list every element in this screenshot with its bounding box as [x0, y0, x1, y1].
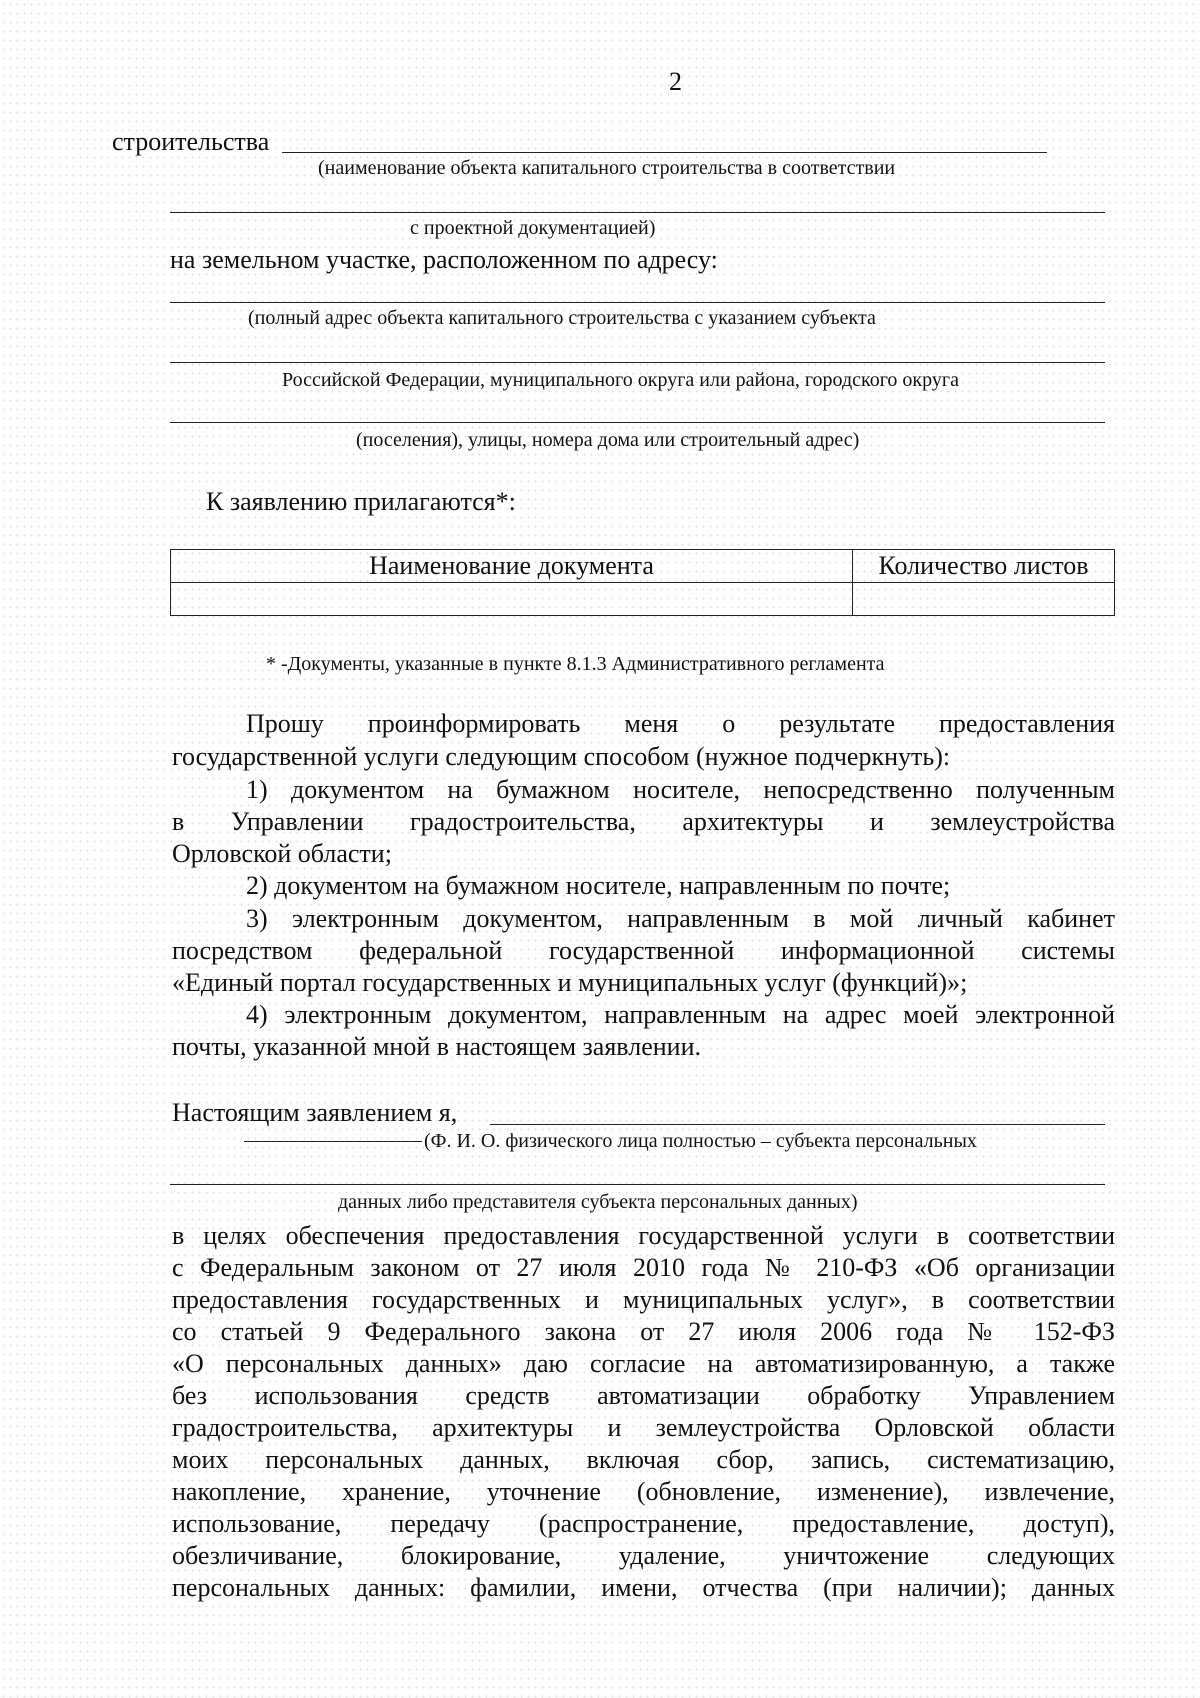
table-header-row: [171, 550, 1115, 583]
address-underline-3: [170, 422, 1105, 423]
consent-line: в целях обеспечения предоставления государственной услуги в соответствии: [172, 1221, 1115, 1250]
notification-line: почты, указанной мной в настоящем заявлении.: [172, 1032, 701, 1061]
address-underline-1: [170, 302, 1105, 303]
consent-line: с Федеральным законом от 27 июля 2010 года № 210-ФЗ «Об организации: [172, 1253, 1115, 1282]
attachments-footnote: * -Документы, указанные в пункте 8.1.3 Административного регламента: [266, 653, 885, 675]
consent-caption-2: данных либо представителя субъекта персональных данных): [338, 1191, 858, 1213]
consent-line: персональных данных: фамилии, имени, отчества (при наличии); данных: [172, 1573, 1115, 1602]
table-cell-sheet-count[interactable]: [853, 583, 1115, 616]
consent-caption-1: (Ф. И. О. физического лица полностью – субъекта персональных: [424, 1130, 977, 1152]
column-document-name: Наименование документа: [171, 550, 853, 583]
address-underline-2: [170, 362, 1105, 363]
consent-underline-2: [170, 1184, 1105, 1185]
notification-line: посредством федеральной государственной информационной системы: [172, 936, 1115, 965]
page-number: 2: [669, 67, 682, 96]
attachments-table: [170, 549, 1115, 616]
notification-line: Орловской области;: [172, 839, 392, 868]
address-caption-3: (поселения), улицы, номера дома или строительный адрес): [356, 429, 860, 451]
consent-line: моих персональных данных, включая сбор, запись, систематизацию,: [172, 1445, 1115, 1474]
table-cell-document-name[interactable]: [171, 583, 853, 616]
notification-option-1[interactable]: 1) документом на бумажном носителе, непосредственно полученным: [246, 775, 1115, 804]
construction-caption-1: (наименование объекта капитального строительства в соответствии: [318, 157, 896, 179]
land-plot-lead: на земельном участке, расположенном по адресу:: [170, 245, 718, 274]
consent-line: «О персональных данных» даю согласие на автоматизированную, а также: [172, 1349, 1115, 1378]
column-sheet-count: Количество листов: [853, 550, 1115, 583]
consent-line: использование, передачу (распространение, предоставление, доступ),: [172, 1509, 1115, 1538]
consent-line: обезличивание, блокирование, удаление, уничтожение следующих: [172, 1541, 1115, 1570]
notification-line: «Единый портал государственных и муниципальных услуг (функций)»;: [172, 968, 968, 997]
notification-option-2[interactable]: 2) документом на бумажном носителе, направленным по почте;: [246, 871, 951, 900]
address-caption-1: (полный адрес объекта капитального строительства с указанием субъекта: [248, 307, 876, 329]
construction-caption-2: с проектной документацией): [410, 217, 656, 239]
notification-line: государственной услуги следующим способом (нужное подчеркнуть):: [172, 742, 951, 771]
consent-lead: Настоящим заявлением я,: [172, 1098, 458, 1127]
consent-underline-dash: [244, 1141, 422, 1142]
consent-line: предоставления государственных и муниципальных услуг», в соответствии: [172, 1285, 1115, 1314]
consent-line: со статьей 9 Федерального закона от 27 июля 2006 года № 152-ФЗ: [172, 1317, 1115, 1346]
consent-line: градостроительства, архитектуры и землеустройства Орловской области: [172, 1413, 1115, 1442]
consent-underline-1: [490, 1124, 1105, 1125]
notification-line: в Управлении градостроительства, архитектуры и землеустройства: [172, 807, 1115, 836]
construction-lead: строительства: [112, 127, 270, 156]
consent-line: накопление, хранение, уточнение (обновление, изменение), извлечение,: [172, 1477, 1115, 1506]
notification-line: Прошу проинформировать меня о результате предоставления: [246, 709, 1115, 738]
notification-option-3[interactable]: 3) электронным документом, направленным в мой личный кабинет: [246, 904, 1115, 933]
table-row: [171, 583, 1115, 616]
construction-underline-2: [170, 212, 1105, 213]
consent-line: без использования средств автоматизации обработку Управлением: [172, 1381, 1115, 1410]
construction-underline: [282, 152, 1047, 153]
notification-option-4[interactable]: 4) электронным документом, направленным на адрес моей электронной: [246, 1000, 1115, 1029]
address-caption-2: Российской Федерации, муниципального округа или района, городского округа: [282, 369, 959, 391]
attachments-heading: К заявлению прилагаются*:: [206, 487, 516, 516]
